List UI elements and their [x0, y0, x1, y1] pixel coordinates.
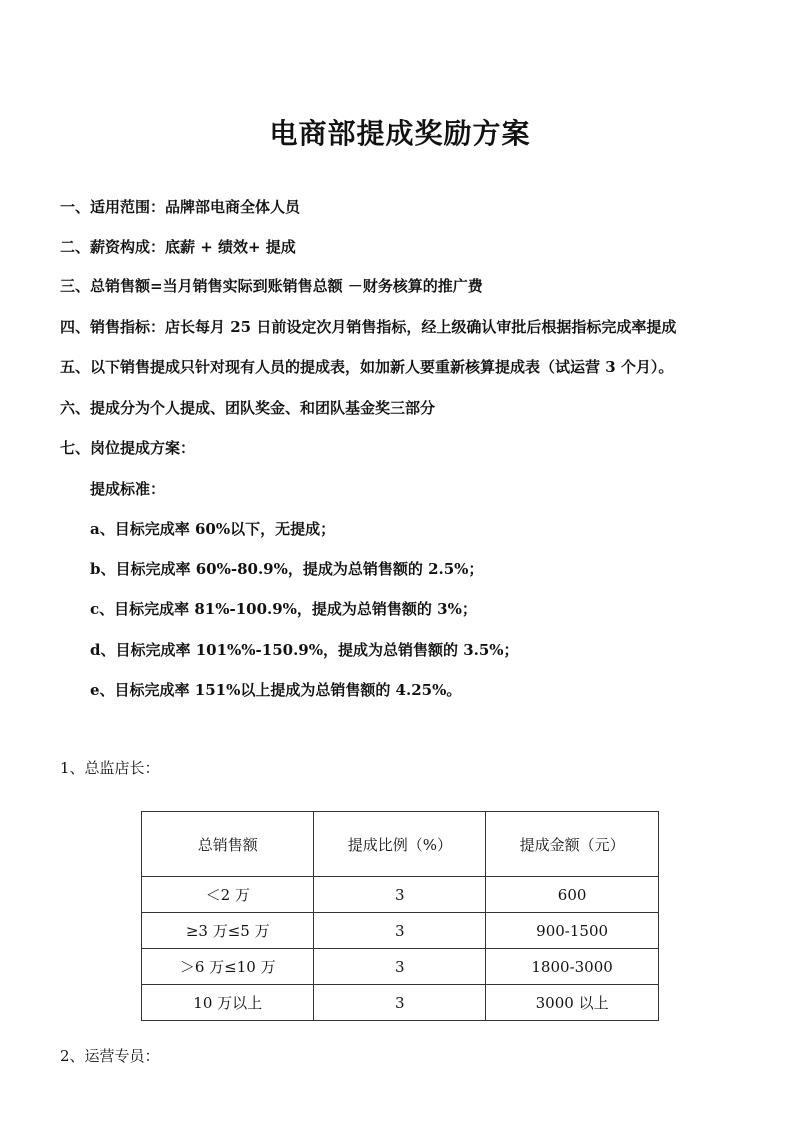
- table-cell: 3: [314, 877, 486, 913]
- col-header-amount: 提成金额（元）: [486, 812, 659, 877]
- standard-e: e、目标完成率 151%以上提成为总销售额的 4.25%。: [90, 681, 462, 699]
- section1-heading: 1、总监店长：: [60, 759, 160, 777]
- item-position-plan: 七、岗位提成方案：: [60, 439, 196, 457]
- item-sales-target: 四、销售指标：店长每月 25 日前设定次月销售指标，经上级确认审批后根据指标完成率提成: [60, 318, 677, 336]
- table-cell: 3: [314, 985, 486, 1021]
- table-header-row: [142, 812, 659, 877]
- standard-c: c、目标完成率 81%-100.9%，提成为总销售额的 3%；: [90, 600, 477, 618]
- document-title: 电商部提成奖励方案: [269, 117, 531, 150]
- table-cell: 10 万以上: [142, 985, 314, 1021]
- item-applicability: 五、以下销售提成只针对现有人员的提成表，如加新人要重新核算提成表（试运营 3 个月）。: [60, 358, 674, 376]
- table-cell: 600: [486, 877, 659, 913]
- table-cell: 1800-3000: [486, 949, 659, 985]
- table-cell: 3: [314, 913, 486, 949]
- table-cell: 3: [314, 949, 486, 985]
- table-cell: 900-1500: [486, 913, 659, 949]
- col-header-total-sales: 总销售额: [142, 812, 314, 877]
- table-cell: ≥3 万≤5 万: [142, 913, 314, 949]
- table-cell: ＞6 万≤10 万: [142, 949, 314, 985]
- item-salary-structure: 二、薪资构成：底薪 + 绩效+ 提成: [60, 238, 296, 256]
- standard-b: b、目标完成率 60%-80.9%，提成为总销售额的 2.5%；: [90, 560, 484, 578]
- table-cell: 3000 以上: [486, 985, 659, 1021]
- director-commission-table: [141, 811, 659, 1021]
- table-cell: ＜2 万: [142, 877, 314, 913]
- section2-heading: 2、运营专员：: [60, 1047, 160, 1065]
- item-total-sales: 三、总销售额=当月销售实际到账销售总额 －财务核算的推广费: [60, 277, 483, 295]
- table-row: [142, 985, 659, 1021]
- standard-d: d、目标完成率 101%%-150.9%，提成为总销售额的 3.5%；: [90, 641, 519, 659]
- item-commission-parts: 六、提成分为个人提成、团队奖金、和团队基金奖三部分: [60, 399, 436, 417]
- table-row: [142, 913, 659, 949]
- item-scope: 一、适用范围：品牌部电商全体人员: [60, 198, 301, 216]
- table-row: [142, 949, 659, 985]
- standard-a: a、目标完成率 60%以下，无提成；: [90, 520, 336, 538]
- col-header-rate: 提成比例（%）: [314, 812, 486, 877]
- table-row: [142, 877, 659, 913]
- standard-label: 提成标准：: [90, 480, 166, 498]
